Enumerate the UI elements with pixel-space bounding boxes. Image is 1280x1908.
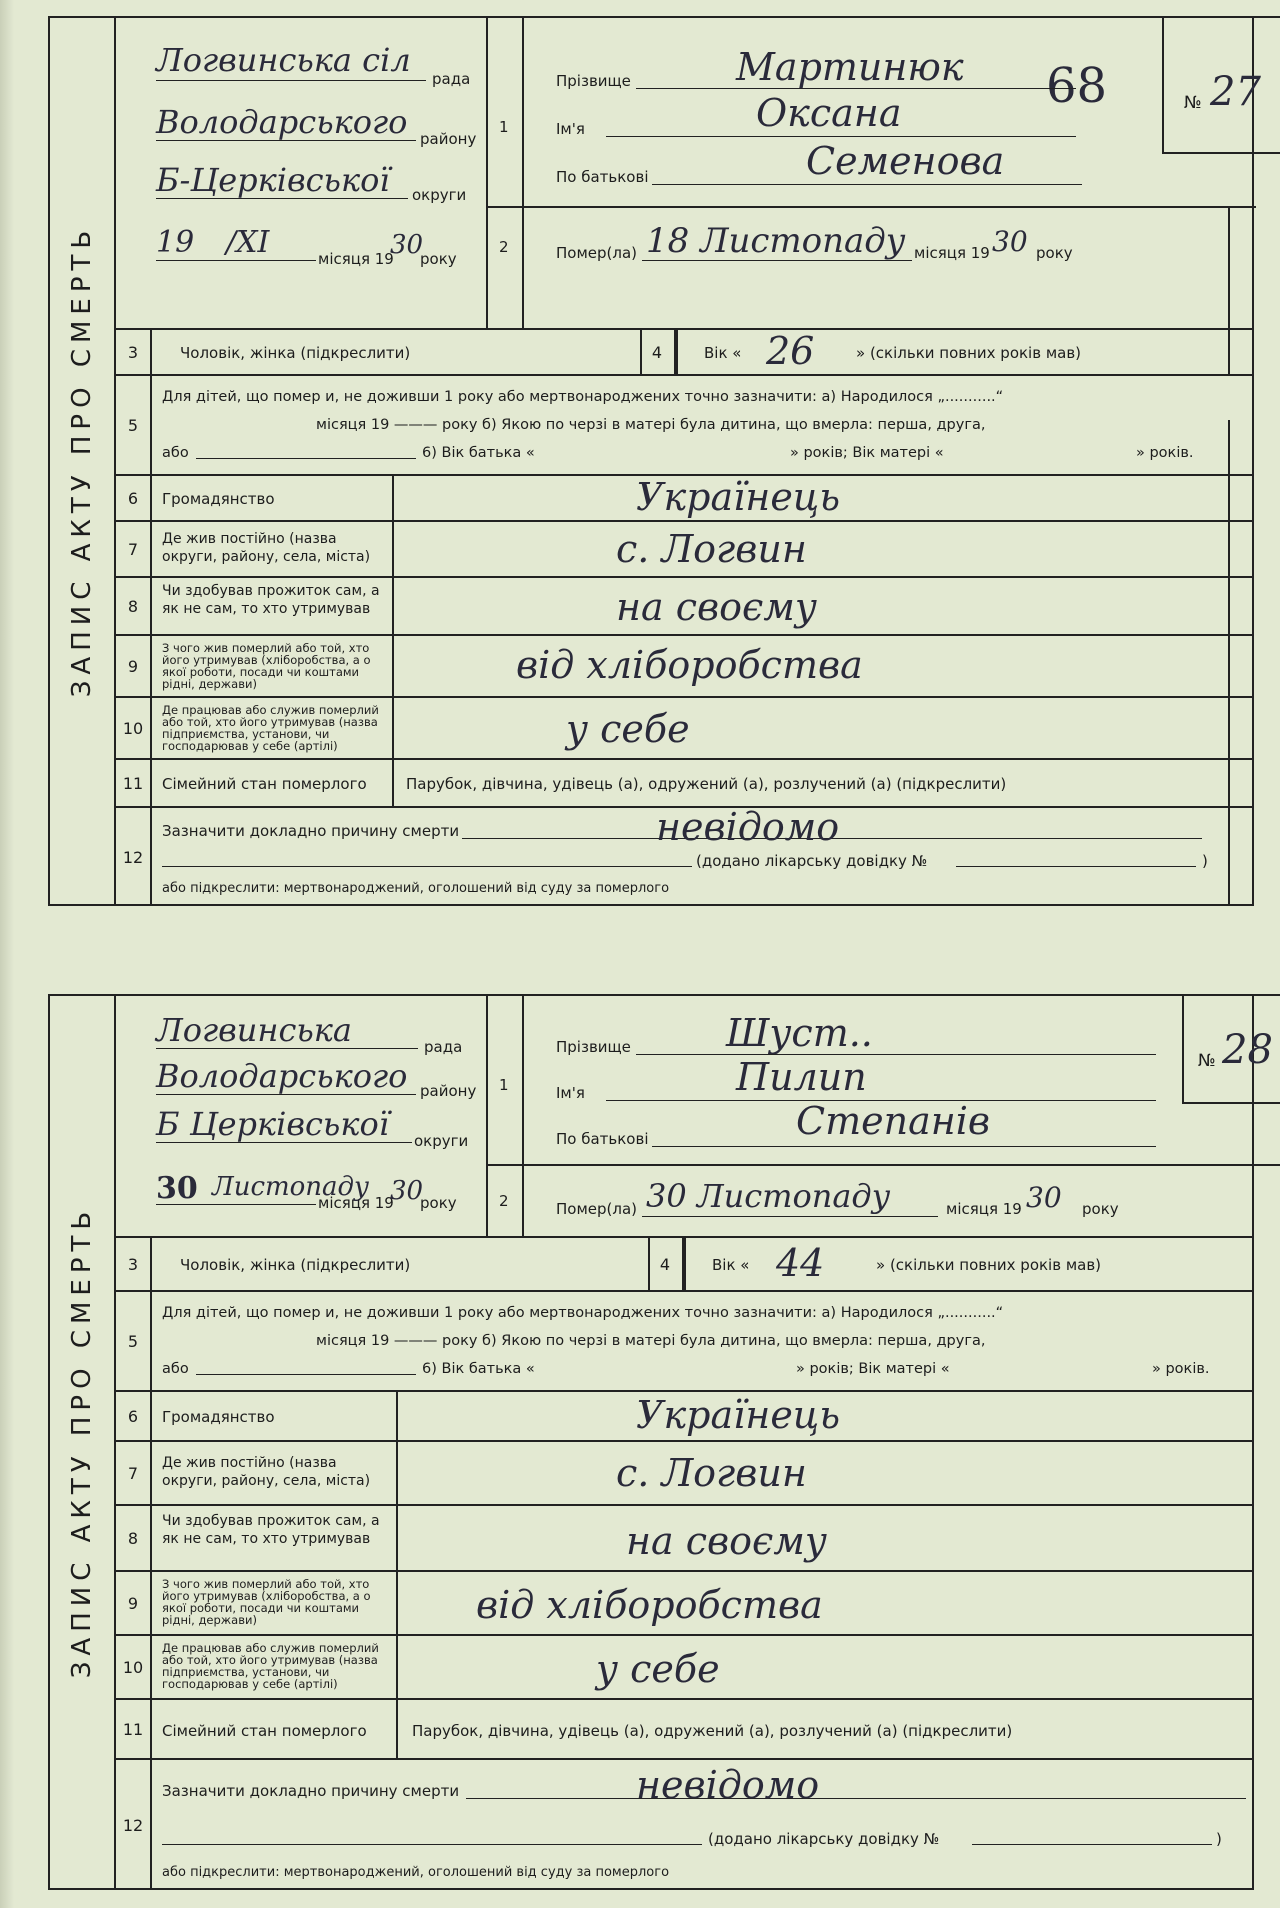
district-label: району [420,1082,477,1100]
region-value: Б Церківської [156,1105,389,1143]
sex-age-row [116,1238,1252,1292]
council-label: рада [424,1038,463,1056]
cause-value: невідомо [656,805,840,849]
name-value: Пилип [736,1055,867,1099]
council-value: Логвинська [156,1011,352,1049]
name-label: Ім'я [556,1084,585,1102]
cause-label: Зазначити докладно причину смерти [162,822,460,840]
children-line-3d: » років. [1136,445,1194,461]
reg-year: 30 [390,1176,424,1206]
work-row [116,1636,1252,1700]
children-line-3a: або [162,1361,189,1377]
row-5-number: 5 [116,1292,152,1390]
children-row [116,1292,1252,1392]
record-number: 27 [1210,69,1261,115]
death-year-label: року [1082,1200,1119,1218]
source-label: З чого жив померлий або той, хто його утримував (хліборобства, а о якої роботи, посади чи коштами рідні, держави) [162,1577,371,1627]
sex-age-row [116,330,1252,376]
name-label: Ім'я [556,120,585,138]
source-row [116,636,1252,698]
cause-value: невідомо [636,1763,820,1807]
age-label-left: Вік « [712,1256,750,1274]
age-note: 68 [1046,58,1108,114]
record-vertical-title: ЗАПИС АКТУ ПРО СМЕРТЬ [50,18,116,904]
council-value: Логвинська сіл [156,41,411,79]
death-year: 30 [992,225,1028,258]
cause-row: 12 Зазначити докладно причину смерти невідомо (додано лікарську довідку № ) або підкреслити: мертвонароджений, оголошений від суду за померлого [116,1760,1252,1890]
citizenship-value: Українець [636,475,841,519]
support-row [116,578,1252,636]
row-12-number: 12 [116,1760,152,1890]
cause-row: 12 Зазначити докладно причину смерти невідомо (додано лікарську довідку № ) або підкреслити: мертвонароджений, оголошений від суду за померлого [116,808,1252,906]
death-record-2 [48,994,1273,1890]
row-10-number: 10 [116,1636,152,1698]
patronymic-value: Семенова [806,139,1005,183]
row-7-number: 7 [116,522,152,576]
row-1-number: 1 [499,1076,509,1094]
marital-options: Парубок, дівчина, удівець (а), одружений (а), розлучений (а) (підкреслити) [406,775,1007,793]
sex-text: Чоловік, жінка (підкреслити) [180,344,411,362]
children-line-3b: 6) Вік батька « [422,445,535,461]
row-12-number: 12 [116,808,152,906]
work-value: у себе [566,707,690,751]
cause-note: (додано лікарську довідку № [696,852,928,870]
support-value: на своєму [616,585,817,629]
residence-value: с. Логвин [616,1451,807,1495]
row-1-number: 1 [499,118,509,136]
row-7-number: 7 [116,1442,152,1504]
reg-month: /XI [226,225,270,260]
citizenship-row [116,476,1252,522]
patronymic-label: По батькові [556,168,649,186]
reg-month-label: місяця 19 [318,1194,394,1212]
row-9-number: 9 [116,1572,152,1634]
age-label-right: » (скільки повних років мав) [876,1256,1102,1274]
reg-day: 19 [156,225,195,260]
support-value: на своєму [626,1519,827,1563]
sex-text: Чоловік, жінка (підкреслити) [180,1256,411,1274]
children-line-3a: або [162,445,189,461]
children-line-2: місяця 19 ——— року б) Якою по черзі в матері була дитина, що вмерла: перша, друга, [316,1333,986,1349]
cause-footer: або підкреслити: мертвонароджений, оголошений від суду за померлого [162,881,670,896]
residence-label: Де жив постійно (назва округи, району, села, міста) [162,1455,371,1489]
region-value: Б-Церківської [156,161,390,199]
work-label: Де працював або служив померлий або той, хто його утримував (назва підприємства, установи, чи господарював у себе (артілі) [162,1641,379,1691]
children-line-2: місяця 19 ——— року б) Якою по черзі в матері була дитина, що вмерла: перша, друга, [316,417,986,433]
marital-label: Сімейний стан померлого [162,1722,367,1740]
children-line-1: Для дітей, що помер и, не доживши 1 року або мертвонароджених точно зазначити: а) Народилося „...........“ [162,1305,1004,1321]
death-year: 30 [1026,1181,1062,1214]
marital-label: Сімейний стан померлого [162,775,367,793]
children-line-3c: » років; Вік матері « [790,445,944,461]
name-value: Оксана [756,91,902,135]
support-label: Чи здобував прожиток сам, а як не сам, то хто утримував [162,1513,380,1547]
header-block [116,18,1261,330]
surname-label: Прізвище [556,1038,631,1056]
reg-year: 30 [390,230,424,260]
reg-year-label: року [420,250,457,268]
row-10-number: 10 [116,698,152,758]
residence-row [116,1442,1252,1506]
row-8-number: 8 [116,1506,152,1570]
citizenship-row [116,1392,1252,1442]
age-value: 44 [776,1241,825,1285]
source-value: від хліборобства [516,643,863,687]
surname-value: Шуст.. [726,1011,873,1055]
row-4-number: 4 [640,330,676,374]
cause-note: (додано лікарську довідку № [708,1830,940,1848]
death-year-label: року [1036,244,1073,262]
children-row [116,376,1252,476]
row-9-number: 9 [116,636,152,696]
row-8-number: 8 [116,578,152,634]
row-11-number: 11 [116,1700,152,1758]
district-label: району [420,130,477,148]
age-label-right: » (скільки повних років мав) [856,344,1082,362]
reg-month: Листопаду [212,1172,370,1202]
surname-label: Прізвище [556,72,631,90]
death-date: 18 Листопаду [646,221,906,261]
citizenship-label: Громадянство [162,1408,275,1426]
row-6-number: 6 [116,476,152,520]
row-5-number: 5 [116,376,152,474]
work-value: у себе [596,1647,720,1691]
support-label: Чи здобував прожиток сам, а як не сам, то хто утримував [162,583,380,617]
citizenship-label: Громадянство [162,490,275,508]
death-record-1 [48,16,1261,906]
children-line-1: Для дітей, що помер и, не доживши 1 року або мертвонароджених точно зазначити: а) Народилося „...........“ [162,389,1004,405]
record-number-label: № [1184,93,1202,113]
death-month-label: місяця 19 [946,1200,1022,1218]
age-value: 26 [766,329,815,373]
row-2-number: 2 [499,1192,509,1210]
council-label: рада [432,70,471,88]
row-4-number: 4 [648,1238,684,1290]
header-block [116,996,1273,1238]
source-label: З чого жив померлий або той, хто його утримував (хліборобства, а о якої роботи, посади чи коштами рідні, держави) [162,641,371,691]
age-label-left: Вік « [704,344,742,362]
reg-month-label: місяця 19 [318,250,394,268]
support-row [116,1506,1252,1572]
work-label: Де працював або служив померлий або той, хто його утримував (назва підприємства, установи, чи господарював у себе (артілі) [162,703,379,753]
record-number-label: № [1198,1051,1216,1071]
residence-value: с. Логвин [616,527,807,571]
region-label: округи [414,1132,469,1150]
death-label: Помер(ла) [556,244,638,262]
source-row [116,1572,1252,1636]
patronymic-label: По батькові [556,1130,649,1148]
residence-label: Де жив постійно (назва округи, району, села, міста) [162,531,371,565]
record-vertical-title: ЗАПИС АКТУ ПРО СМЕРТЬ [50,996,116,1888]
reg-year-label: року [420,1194,457,1212]
row-3-number: 3 [116,330,152,374]
reg-day: 30 [156,1171,198,1206]
region-label: округи [412,186,467,204]
work-row [116,698,1252,760]
page-edge [0,0,14,1908]
surname-value: Мартинюк [736,45,964,89]
row-11-number: 11 [116,760,152,806]
source-value: від хліборобства [476,1583,823,1627]
cause-label: Зазначити докладно причину смерти [162,1782,460,1800]
marital-options: Парубок, дівчина, удівець (а), одружений (а), розлучений (а) (підкреслити) [412,1722,1013,1740]
district-value: Володарського [156,103,408,141]
row-2-number: 2 [499,238,509,256]
marital-row [116,1700,1252,1760]
patronymic-value: Степанів [796,1099,991,1143]
record-number: 28 [1222,1027,1273,1073]
marital-row [116,760,1252,808]
death-date: 30 Листопаду [646,1177,891,1215]
cause-footer: або підкреслити: мертвонароджений, оголошений від суду за померлого [162,1865,670,1880]
children-line-3b: 6) Вік батька « [422,1361,535,1377]
row-6-number: 6 [116,1392,152,1440]
row-3-number: 3 [116,1238,152,1290]
children-line-3d: » років. [1152,1361,1210,1377]
children-line-3c: » років; Вік матері « [796,1361,950,1377]
district-value: Володарського [156,1057,408,1095]
citizenship-value: Українець [636,1393,841,1437]
death-label: Помер(ла) [556,1200,638,1218]
death-month-label: місяця 19 [914,244,990,262]
residence-row [116,522,1252,578]
